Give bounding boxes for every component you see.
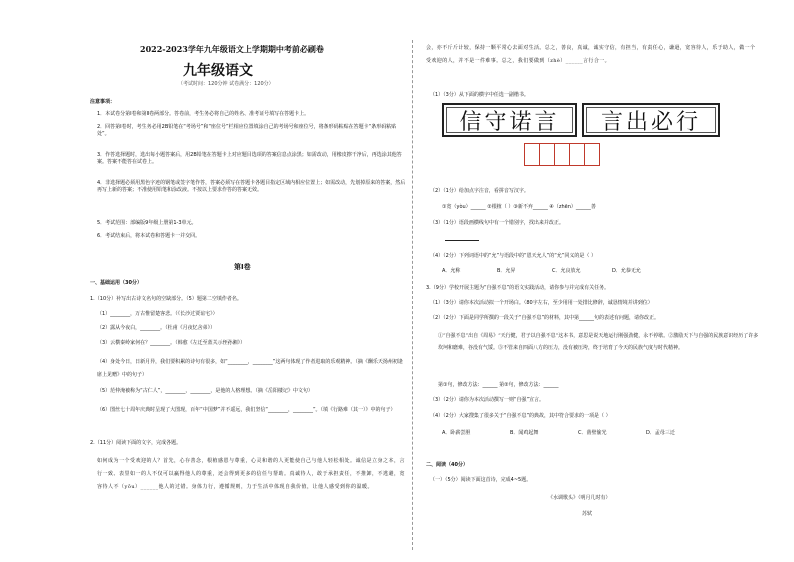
rq3: （3）（1分）语段画横线句中有一个错别字，找出来并改正。 <box>430 220 564 226</box>
rq3-4-opt-c: C．凿壁偷光 <box>578 430 607 436</box>
q1-line-5: （5）范仲淹被称为“古仁人”，________，________，是他的人格理想。（摘《岳阳楼记》中文句） <box>97 388 313 394</box>
rq4: （4）（2分）下列词语中的“允”与语段中的“恩天允人”的“允”同义的是（ ） <box>430 253 596 259</box>
rq3-2: （2）（2分）下面是同学所撰的一段关于“自强不息”的材料，其中第______句的表述有问题，请你改正。 <box>430 315 660 321</box>
grid-cell[interactable] <box>539 143 555 166</box>
answer-grid[interactable] <box>525 143 600 166</box>
rq3-4-opt-d: D．孟母三迁 <box>646 430 675 436</box>
rq4-opt-b: B．允昇 <box>497 268 516 274</box>
q2-intro: 2.（11分）阅读下面的文字，完成各题。 <box>90 440 182 446</box>
exam-info: （考试时间：120分钟 试卷满分：120分） <box>178 81 274 87</box>
header-title: 2022-2023学年九年级语文上学期期中考前必刷卷 <box>140 44 324 54</box>
q1-line-6: （6）图丝七十周年庆典时呈现了大图现，百年“中国梦”并不遥远，我们坚信“________，________”。（填《行路难（其一）》中的句子） <box>97 407 396 413</box>
q2-passage: 如何成为一个受欢迎的人？首先，心存善念，根植感恩与尊重，心灵和谐的人更能使自己与他人轻松相处。诚信是立身之本，言行一致、表里如一的人不仅可以赢得他人的尊重，还会得到更多的信任与帮助。真诚待人，敢于承担责任，不推卸，不逃避，宽容待人不（yōu）______他人的过错。身体力行，遵循规则，力于生活中体现自我价值，让他人感受到你的温暖。 <box>97 458 406 490</box>
rq3-4-opt-b: B．闻鸡起舞 <box>510 430 539 436</box>
rq2-line: ①宽（yòu）______ ②根植（ ）③新不弃______ ④（zhēn）______善 <box>442 204 596 210</box>
q1-line-3: （3）云横秦岭家何在？________。（韩愈《左迁至蓝关示侄孙湘》） <box>97 340 246 346</box>
right-top-text: 会，亦不斤斤计较，保持一颗平常心去面对生活。总之，善良，真诚，诚实守信，有担当，有责任心，谦逊，宽容待人，乐于助人，做一个受欢迎的人，并不是一件难事。总之，我们要做到（zhè）______言行合一。 <box>426 45 756 64</box>
grid-cell[interactable] <box>584 143 600 166</box>
rq3-2-text: ①“自强不息”出自《周易》“天行健，君子以自强不息”这本书，意思是说天地运行刚强劲健，永不停歇。②激励天下与自强的民族意识经历了许多坎坷和磨难，谷没有气馁。③不管来自四面八方的压力，没有被压垮，终于培育了今天的民族气度与时代精神。 <box>438 333 759 351</box>
rq2: （2）（1分）给加点字注音，看拼音写汉字。 <box>430 188 529 194</box>
calligraphy-box-1: 信守诺言 <box>442 103 577 137</box>
column-divider <box>412 40 413 550</box>
rq4-opt-c: C．允良放允 <box>552 268 581 274</box>
q1-line-1: （1）________，万古惟留楚客悲。（《长沙过贾谊宅》） <box>97 311 218 317</box>
grid-cell[interactable] <box>554 143 570 166</box>
calligraphy-box-2: 言出必行 <box>582 103 720 137</box>
rq1: （1）（3分）从下面的横字中任选一副楷书。 <box>430 92 529 98</box>
notice-2: 2．回答第Ⅰ卷时，考生务必用2B铅笔在“考场号”和“座位号”栏相应位置填涂自己的考场号和座位号，将条形码粘贴在答题卡“条形码粘贴处”。 <box>97 124 397 137</box>
big-title: 九年级语文 <box>183 63 253 79</box>
grid-cell[interactable] <box>569 143 585 166</box>
rq3-4: （4）（2分）大家搜集了很多关于“自强不息”的典故，其中符合要求的一项是（ ） <box>430 413 611 419</box>
section-title: 第Ⅰ卷 <box>234 263 251 271</box>
notice-6: 6．考试结束后，将本试卷和答题卡一并交回。 <box>97 233 201 239</box>
rq4-opt-a: A．允称 <box>442 268 461 274</box>
q1-line-2: （2）露从今夜白，________。（杜甫《月夜忆舍弟》） <box>97 325 216 331</box>
part2-sub: （一）（5分）阅读下面这首诗，完成4~5题。 <box>430 477 532 483</box>
q1-intro: 1.（10分）补写出古诗文名句的空缺部分。（5）题第二空填作者名。 <box>90 296 242 302</box>
notice-5: 5．考试范围：部编版9年级上册第1-3单元。 <box>97 220 197 226</box>
notice-4: 4．非选择题必须用黑色字迹的钢笔或签字笔作答，答案必须写在答题卡各题目指定区域内相应位置上；如需改动，先划掉原来的答案，然后再写上新的答案；不准使用铅笔和涂改液。不按以上要求作答的答案无效。 <box>97 180 406 193</box>
rq3-4-opt-a: A．卧薪尝胆 <box>442 430 471 436</box>
rq3-3: （3）（2分）请你为本次活动撰写一则“自强”宣言。 <box>430 397 545 403</box>
rq3-2-fix: 第①句，修改方法：______ 第②句，修改方法：______ <box>438 382 559 388</box>
rq4-opt-d: D．允恭无允 <box>612 268 641 274</box>
notice-3: 3．作答选择题时，选出每小题答案后，用2B铅笔在答题卡上对应题目选项的答案信息点涂黑；如需改动，用橡皮擦干净后，再选涂其他答案。答案不能答在试卷上。 <box>97 152 402 165</box>
grid-cell[interactable] <box>524 143 540 166</box>
notice-1: 1．本试卷分第Ⅰ卷和第Ⅱ卷两部分。答卷前，考生务必将自己的姓名、准考证号填写在答题卡上。 <box>97 111 310 117</box>
poem-author: 苏轼 <box>582 511 593 517</box>
rq3-answer-line[interactable] <box>445 240 479 241</box>
part2-title: 二、阅读（40分） <box>426 462 468 468</box>
rq3-main: 3.（9分）学校开展主题为“自强不息”的语文实践活动，请你参与并完成有关任务。 <box>426 285 610 291</box>
part1-title: 一、基础运用（30分） <box>90 280 142 286</box>
notice-title: 注意事项： <box>90 99 116 105</box>
q1-line-4: （4）身处今日，日新月异，我们要积累的诗句有很多，如“________，________”这两句体现了作者进取的乐观精神。（摘《酬乐天扬州初逢席上见赠》中的句子） <box>97 359 403 378</box>
poem-title: 《水调歌头》（明月几时有） <box>548 495 611 501</box>
rq3-1: （1）（3分）请你本次活动拟一个开场白。（80字左右，至少用用一处排比修辞，诚恳情境并讲到位） <box>430 300 653 306</box>
